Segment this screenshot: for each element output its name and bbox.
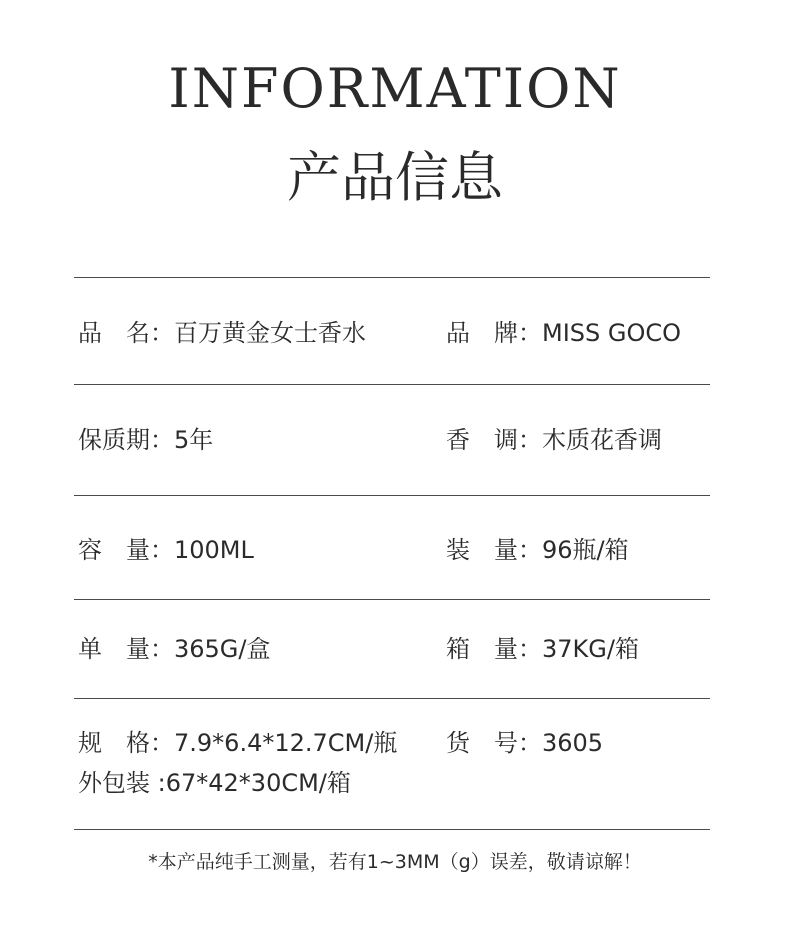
field-value: 5年 [174,426,214,454]
info-cell-product-name [78,317,366,349]
field-value: 37KG/箱 [542,635,639,663]
info-cell-unit-weight [78,633,271,665]
info-cell-specification [78,727,397,759]
field-label: 保质期： [78,426,174,454]
field-label: 箱 量： [446,635,542,663]
field-value: 7.9*6.4*12.7CM/瓶 [174,729,398,757]
field-value: 96瓶/箱 [542,536,629,564]
field-value: 100ML [174,536,254,564]
field-value: 木质花香调 [542,426,662,454]
info-cell-outer-packaging [78,767,351,799]
field-value: 365G/盒 [174,635,271,663]
info-cell-fragrance-note [446,424,662,456]
info-cell-box-weight [446,633,639,665]
field-label: 装 量： [446,536,542,564]
table-bottom-divider [74,829,710,830]
row-divider [74,599,710,600]
field-label: 品 牌： [446,319,542,347]
field-label: 单 量： [78,635,174,663]
field-value: MISS GOCO [542,319,682,347]
field-label: 外包装 : [78,769,166,797]
page-title-cn: 产品信息 [287,146,503,209]
field-value: 百万黄金女士香水 [174,319,366,347]
info-cell-volume [78,534,254,566]
info-cell-pack-quantity [446,534,629,566]
info-cell-shelf-life [78,424,213,456]
field-label: 容 量： [78,536,174,564]
info-cell-brand [446,317,681,349]
field-label: 品 名： [78,319,174,347]
field-label: 货 号： [446,729,542,757]
row-divider [74,384,710,385]
row-divider [74,495,710,496]
field-value: 67*42*30CM/箱 [165,769,351,797]
field-label: 香 调： [446,426,542,454]
page-title-en: INFORMATION [168,57,622,120]
table-top-divider [74,277,710,278]
field-value: 3605 [542,729,604,757]
field-label: 规 格： [78,729,174,757]
info-cell-item-number [446,727,603,759]
row-divider [74,698,710,699]
measurement-disclaimer: *本产品纯手工测量，若有1~3MM（g）误差，敬请谅解！ [148,851,642,873]
